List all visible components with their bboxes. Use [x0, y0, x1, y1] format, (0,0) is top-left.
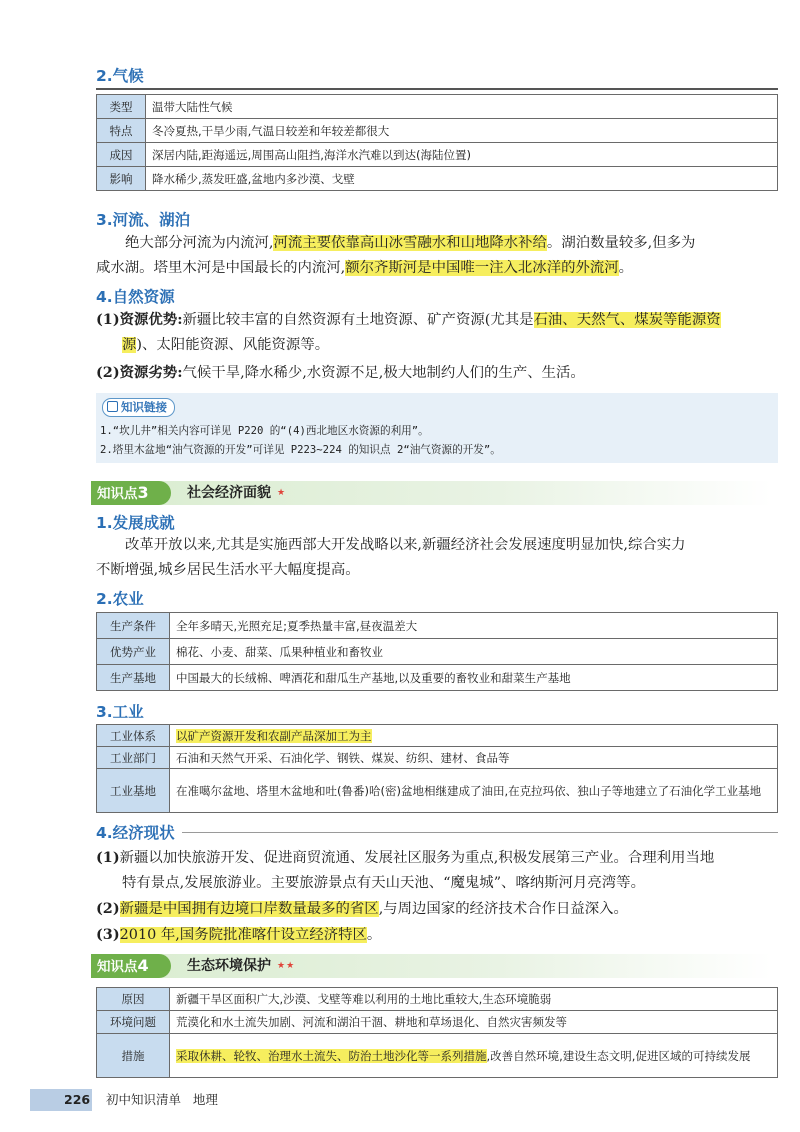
table-key: 影响 — [97, 167, 146, 191]
highlight: 采取休耕、轮牧、治理水土流失、防治土地沙化等一系列措施 — [176, 1048, 487, 1063]
table-value: 全年多晴天,光照充足;夏季热量丰富,昼夜温差大 — [170, 613, 778, 639]
table-row — [97, 1034, 778, 1078]
highlight: 源 — [122, 337, 137, 353]
agriculture-heading: 2.农业 — [96, 590, 144, 608]
development-heading: 1.发展成就 — [96, 514, 175, 532]
table-value: 冬冷夏热,干旱少雨,气温日较差和年较差都很大 — [146, 119, 778, 143]
table-row — [97, 639, 778, 665]
book-title: 初中知识清单 地理 — [106, 1092, 218, 1107]
table-key: 成因 — [97, 143, 146, 167]
economy-heading: 4.经济现状 — [96, 821, 175, 843]
table-row — [97, 613, 778, 639]
ecology-table — [96, 987, 778, 1078]
table-row — [97, 665, 778, 691]
list-item-cont: 特有景点,发展旅游业。主要旅游景点有天山天池、“魔鬼城”、喀纳斯河月亮湾等。 — [122, 875, 645, 891]
industry-heading: 3.工业 — [96, 703, 144, 721]
climate-heading: 2.气候 — [96, 67, 144, 85]
knowledge-point-tag: 知识点3 — [91, 481, 171, 505]
table-value: 降水稀少,蒸发旺盛,盆地内多沙漠、戈壁 — [146, 167, 778, 191]
resources-heading: 4.自然资源 — [96, 288, 175, 306]
table-value: 深居内陆,距海遥远,周围高山阻挡,海洋水汽难以到达(海陆位置) — [146, 143, 778, 167]
table-row — [97, 725, 778, 747]
table-row — [97, 1011, 778, 1034]
text-line: 咸水湖。塔里木河是中国最长的内流河,额尔齐斯河是中国唯一注入北冰洋的外流河。 — [96, 260, 634, 276]
link-line: 1.“坎儿井”相关内容可详见 P220 的“(4)西北地区水资源的利用”。 — [100, 425, 429, 437]
table-key: 工业基地 — [97, 769, 170, 813]
table-row — [97, 143, 778, 167]
knowledge-link-box — [96, 393, 778, 463]
star-icon: ★★ — [277, 961, 296, 971]
table-value: 在准噶尔盆地、塔里木盆地和吐(鲁番)哈(密)盆地相继建成了油田,在克拉玛依、独山子等地建立了石油化学工业基地 — [170, 769, 778, 813]
table-value: 石油和天然气开采、石油化学、钢铁、煤炭、纺织、建材、食品等 — [170, 747, 778, 769]
table-key: 类型 — [97, 95, 146, 119]
highlight: 额尔齐斯河是中国唯一注入北冰洋的外流河 — [345, 260, 619, 276]
development-paragraph — [96, 533, 786, 583]
page-footer — [30, 1089, 320, 1111]
list-item-cont: 源)、太阳能资源、风能资源等。 — [122, 337, 330, 353]
knowledge-point-title: 生态环境保护 ★★ — [187, 958, 296, 974]
star-icon: ★ — [277, 488, 287, 498]
rivers-heading: 3.河流、湖泊 — [96, 211, 191, 229]
table-value: 采取休耕、轮牧、治理水土流失、防治土地沙化等一系列措施,改善自然环境,建设生态文明,促进区域的可持续发展 — [170, 1034, 778, 1078]
resources-list — [96, 307, 786, 386]
table-row — [97, 747, 778, 769]
table-row — [97, 167, 778, 191]
knowledge-point-title: 社会经济面貌 ★ — [187, 485, 287, 501]
list-item: (3)2010 年,国务院批准喀什设立经济特区。 — [96, 926, 382, 943]
text-line: 绝大部分河流为内流河,河流主要依靠高山冰雪融水和山地降水补给。湖泊数量较多,但多为 — [125, 235, 696, 251]
list-item: (2)资源劣势:气候干旱,降水稀少,水资源不足,极大地制约人们的生产、生活。 — [96, 364, 585, 381]
list-item: (2)新疆是中国拥有边境口岸数量最多的省区,与周边国家的经济技术合作日益深入。 — [96, 900, 628, 917]
table-row — [97, 769, 778, 813]
table-key: 生产基地 — [97, 665, 170, 691]
highlight: 河流主要依靠高山冰雪融水和山地降水补给 — [273, 235, 547, 251]
highlight: 石油、天然气、煤炭等能源资 — [533, 312, 721, 328]
text-line: 改革开放以来,尤其是实施西部大开发战略以来,新疆经济社会发展速度明显加快,综合实力 — [125, 537, 686, 553]
table-row — [97, 119, 778, 143]
economy-list — [96, 845, 786, 948]
knowledge-point-4 — [91, 954, 772, 978]
table-value: 新疆干旱区面积广大,沙漠、戈壁等难以利用的土地比重较大,生态环境脆弱 — [170, 988, 778, 1011]
table-value: 棉花、小麦、甜菜、瓜果种植业和畜牧业 — [170, 639, 778, 665]
knowledge-link-title: 知识链接 — [102, 398, 175, 417]
list-item: (1)新疆以加快旅游开发、促进商贸流通、发展社区服务为重点,积极发展第三产业。合理利用当地 — [96, 849, 715, 866]
rivers-paragraph — [96, 231, 786, 281]
highlight: 以矿产资源开发和农副产品深加工为主 — [176, 728, 372, 743]
table-value — [170, 725, 778, 747]
table-key: 原因 — [97, 988, 170, 1011]
table-value: 荒漠化和水土流失加剧、河流和湖泊干涸、耕地和草场退化、自然灾害频发等 — [170, 1011, 778, 1034]
industry-table — [96, 724, 778, 813]
table-row — [97, 988, 778, 1011]
climate-table — [96, 94, 778, 191]
table-key: 环境问题 — [97, 1011, 170, 1034]
knowledge-point-tag: 知识点4 — [91, 954, 171, 978]
text-line: 不断增强,城乡居民生活水平大幅度提高。 — [96, 562, 360, 578]
table-key: 工业部门 — [97, 747, 170, 769]
table-key: 生产条件 — [97, 613, 170, 639]
highlight: 2010 年,国务院批准喀什设立经济特区 — [119, 927, 367, 943]
rule — [182, 832, 778, 833]
link-icon — [107, 401, 118, 412]
table-key: 特点 — [97, 119, 146, 143]
table-value: 中国最大的长绒棉、啤酒花和甜瓜生产基地,以及重要的畜牧业和甜菜生产基地 — [170, 665, 778, 691]
knowledge-point-3 — [91, 481, 772, 505]
table-key: 工业体系 — [97, 725, 170, 747]
list-item: (1)资源优势:新疆比较丰富的自然资源有土地资源、矿产资源(尤其是石油、天然气、煤炭等能源资 — [96, 311, 721, 328]
agriculture-table — [96, 612, 778, 691]
highlight: 新疆是中国拥有边境口岸数量最多的省区 — [119, 901, 379, 917]
table-key: 措施 — [97, 1034, 170, 1078]
table-key: 优势产业 — [97, 639, 170, 665]
link-line: 2.塔里木盆地“油气资源的开发”可详见 P223~224 的知识点 2“油气资源的开发”。 — [100, 444, 501, 456]
table-row — [97, 95, 778, 119]
page-number: 226 — [64, 1092, 91, 1107]
table-value: 温带大陆性气候 — [146, 95, 778, 119]
rule — [96, 88, 778, 90]
